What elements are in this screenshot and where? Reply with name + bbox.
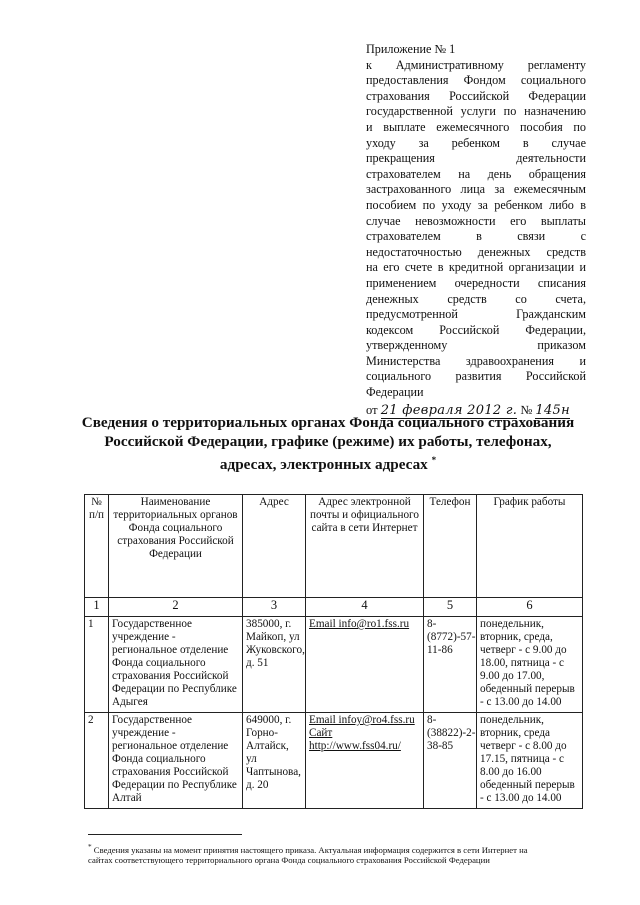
- footnote-mark: *: [431, 455, 437, 465]
- appendix-line: государственной услуги по назначению: [366, 104, 586, 119]
- appendix-line: прекращения деятельности: [366, 151, 586, 166]
- appendix-line: застрахованного лица за ежемесячным: [366, 182, 586, 197]
- office-address: 385000, г. Майкоп, ул Жуковского, д. 51: [243, 617, 306, 713]
- column-number: 2: [109, 598, 243, 617]
- column-number: 6: [477, 598, 583, 617]
- appendix-line: кодексом Российской Федерации,: [366, 322, 586, 337]
- office-phone: 8-(8772)-57-11-86: [424, 617, 477, 713]
- office-site-link[interactable]: Сайт http://www.fss04.ru/: [309, 727, 401, 752]
- header-cell-name: Наименование территориальных органов Фонда социального страхования Российской Федерации: [109, 495, 243, 598]
- appendix-line: социального развития Российской: [366, 369, 586, 384]
- appendix-line: денежных средств со счета,: [366, 291, 586, 306]
- document-heading: [60, 413, 596, 474]
- footnote-line: * Сведения указаны на момент принятия настоящего приказа. Актуальная информация содержится в сети Интернет на: [88, 843, 528, 855]
- appendix-line: страхования Российской Федерации: [366, 88, 586, 103]
- column-number: 1: [85, 598, 109, 617]
- appendix-line: к Административному регламенту: [366, 57, 586, 72]
- offices-table: [84, 494, 583, 809]
- row-number: 2: [85, 713, 109, 809]
- number-label: №: [520, 402, 533, 417]
- office-contacts: [306, 713, 424, 809]
- office-contacts: [306, 617, 424, 713]
- footnote-line: сайтах соответствующего территориального органа Фонда социального страхования Российской Федерации: [88, 855, 490, 866]
- appendix-line: случае невозможности его выплаты: [366, 213, 586, 228]
- appendix-block: [366, 42, 586, 423]
- appendix-line: предоставления Фондом социального: [366, 73, 586, 88]
- order-number-handwritten: 145н: [535, 402, 570, 418]
- header-cell-email: Адрес электронной почты и официального сайта в сети Интернет: [306, 495, 424, 598]
- office-schedule: понедельник, вторник, среда четверг - с 8.00 до 17.15, пятница - с 8.00 до 16.00 обеденный перерыв - с 13.00 до 14.00: [477, 713, 583, 809]
- office-name: Государственное учреждение - региональное отделение Фонда социального страхования Российской Федерации по Республике Адыгея: [109, 617, 243, 713]
- footnote-divider: [88, 834, 242, 835]
- office-phone: 8-(38822)-2-38-85: [424, 713, 477, 809]
- appendix-title: Приложение № 1: [366, 42, 456, 56]
- appendix-line: недостаточностью денежных средств: [366, 244, 586, 259]
- appendix-line: на его счете в кредитной организации и: [366, 260, 586, 275]
- from-label: от: [366, 402, 378, 417]
- appendix-line: страхователем в связи с: [366, 229, 586, 244]
- header-cell-schedule: График работы: [477, 495, 583, 598]
- appendix-line: пособием по уходу за ребенком либо в: [366, 197, 586, 212]
- column-number: 3: [243, 598, 306, 617]
- table-numbering-row: [85, 598, 583, 617]
- heading-line: адресах, электронных адресах *: [219, 455, 437, 474]
- header-cell-number: № п/п: [85, 495, 109, 598]
- table-row: [85, 713, 583, 809]
- appendix-line: и выплате ежемесячного пособия по: [366, 119, 586, 134]
- office-name: Государственное учреждение - региональное отделение Фонда социального страхования Российской Федерации по Республике Алтай: [109, 713, 243, 809]
- appendix-line: предусмотренной Гражданским: [366, 307, 586, 322]
- appendix-line: утвержденному приказом: [366, 338, 586, 353]
- office-email-link[interactable]: Email info@ro1.fss.ru: [309, 618, 410, 630]
- appendix-line: применением очередности списания: [366, 275, 586, 290]
- table-row: [85, 617, 583, 713]
- header-cell-address: Адрес: [243, 495, 306, 598]
- table-header-row: [85, 495, 583, 598]
- appendix-line: Министерства здравоохранения и: [366, 353, 586, 368]
- appendix-line: страхователем на день обращения: [366, 166, 586, 181]
- office-address: 649000, г. Горно-Алтайск, ул Чаптынова, д. 20: [243, 713, 306, 809]
- office-schedule: понедельник, вторник, среда, четверг - с 9.00 до 18.00, пятница - с 9.00 до 17.00, обеденный перерыв - с 13.00 до 14.00: [477, 617, 583, 713]
- order-date-handwritten: 21 февраля 2012 г.: [380, 402, 518, 418]
- heading-line: Сведения о территориальных органах Фонда социального страхования: [81, 414, 575, 431]
- office-email-link[interactable]: Email infoy@ro4.fss.ru: [309, 714, 415, 726]
- column-number: 5: [424, 598, 477, 617]
- appendix-line: уходу за ребенком в случае: [366, 135, 586, 150]
- heading-line: Российской Федерации, графике (режиме) их работы, телефонах,: [104, 433, 552, 450]
- column-number: 4: [306, 598, 424, 617]
- appendix-line: Федерации: [366, 385, 424, 400]
- footnote: [88, 842, 608, 866]
- row-number: 1: [85, 617, 109, 713]
- header-cell-phone: Телефон: [424, 495, 477, 598]
